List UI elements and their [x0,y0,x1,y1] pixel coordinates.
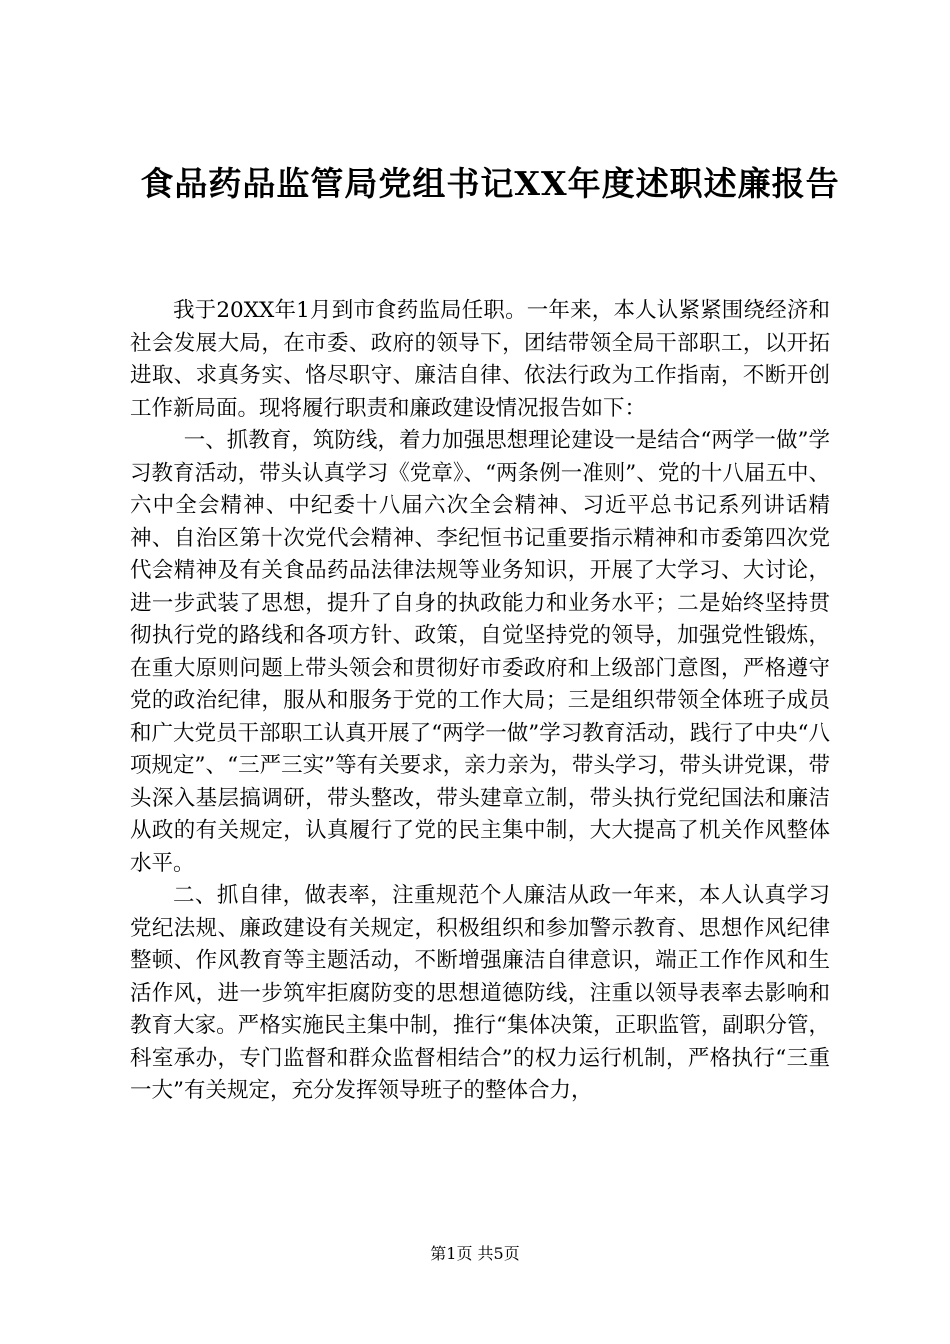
paragraph-intro: 我于20XX年1月到市食药监局任职。一年来，本人认紧紧围绕经济和社会发展大局，在市委、政府的领导下，团结带领全局干部职工，以开拓进取、求真务实、恪尽职守、廉洁自律、依法行政为工作指南，不断开创工作新局面。现将履行职责和廉政建设情况报告如下： [130,298,830,421]
document-body [130,295,830,1108]
paragraph-section-two: 二、抓自律，做表率，注重规范个人廉洁从政一年来，本人认真学习党纪法规、廉政建设有关规定，积极组织和参加警示教育、思想作风纪律整顿、作风教育等主题活动，不断增强廉洁自律意识，端正工作作风和生活作风，进一步筑牢拒腐防变的思想道德防线，注重以领导表率去影响和教育大家。严格实施民主集中制，推行“集体决策，正职监管，副职分管，科室承办，专门监督和群众监督相结合”的权力运行机制，严格执行“三重一大”有关规定，充分发挥领导班子的整体合力， [130,883,830,1103]
paragraph-section-one: 一、抓教育，筑防线，着力加强思想理论建设一是结合“两学一做”学习教育活动，带头认真学习《党章》、“两条例一准则”、党的十八届五中、六中全会精神、中纪委十八届六次全会精神、习近平总书记系列讲话精神、自治区第十次党代会精神、李纪恒书记重要指示精神和市委第四次党代会精神及有关食品药品法律法规等业务知识，开展了大学习、大讨论，进一步武装了思想，提升了自身的执政能力和业务水平；二是始终坚持贯彻执行党的路线和各项方针、政策，自觉坚持党的领导，加强党性锻炼，在重大原则问题上带头领会和贯彻好市委政府和上级部门意图，严格遵守党的政治纪律，服从和服务于党的工作大局；三是组织带领全体班子成员和广大党员干部职工认真开展了“两学一做”学习教育活动，践行了中央“八项规定”、“三严三实”等有关要求，亲力亲为，带头学习，带头讲党课，带头深入基层搞调研，带头整改，带头建章立制，带头执行党纪国法和廉洁从政的有关规定，认真履行了党的民主集中制，大大提高了机关作风整体水平。 [130,428,830,876]
document-title: 食品药品监管局党组书记XX年度述职述廉报告 [140,164,840,203]
page-number-footer: 第1页 共5页 [430,1244,520,1263]
